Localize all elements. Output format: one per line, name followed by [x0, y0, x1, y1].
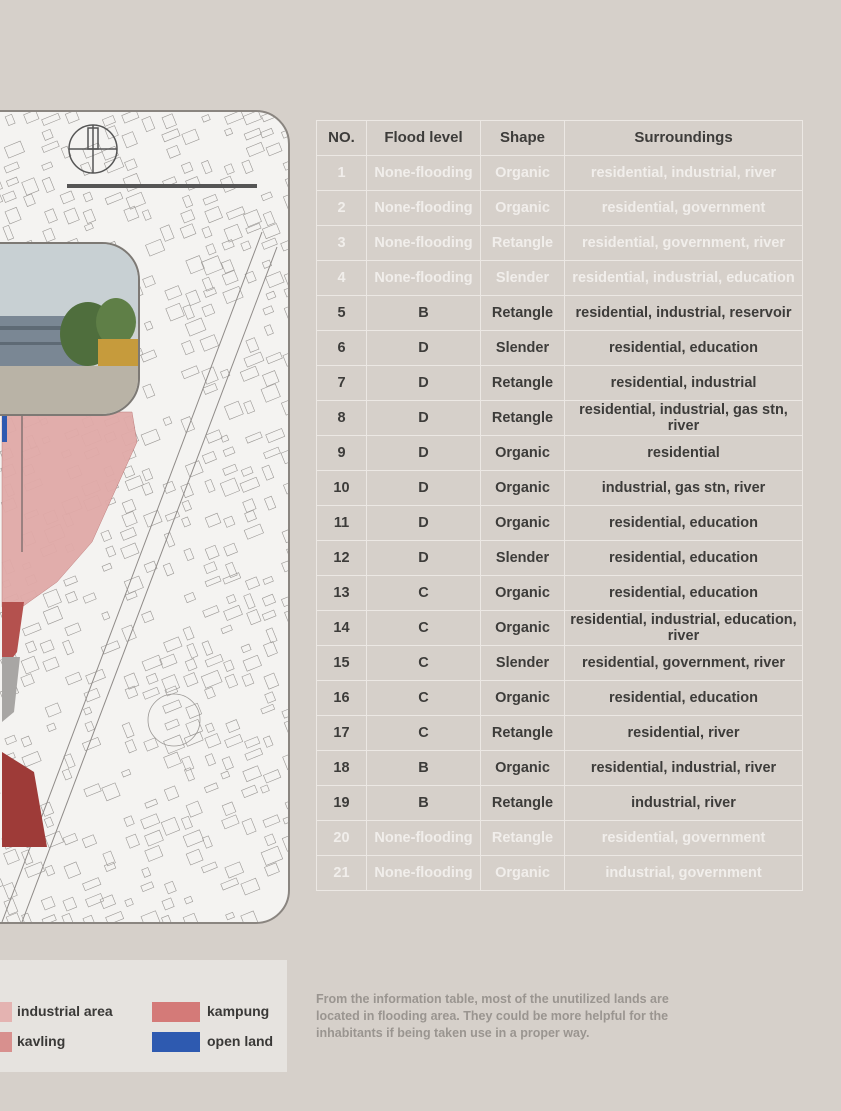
- cell-shape: Retangle: [481, 786, 565, 821]
- cell-surroundings: residential, education: [565, 576, 803, 611]
- cell-no: 10: [317, 471, 367, 506]
- table-row: [317, 541, 803, 576]
- cell-flood-level: C: [367, 716, 481, 751]
- cell-surroundings: residential, education: [565, 681, 803, 716]
- table-row: [317, 751, 803, 786]
- cell-no: 5: [317, 296, 367, 331]
- legend-label-kavling: kavling: [17, 1033, 66, 1049]
- site-photo: [0, 242, 140, 416]
- header-shape: Shape: [481, 121, 565, 156]
- cell-no: 14: [317, 611, 367, 646]
- cell-flood-level: D: [367, 506, 481, 541]
- table-row: [317, 366, 803, 401]
- cell-no: 1: [317, 156, 367, 191]
- cell-surroundings: residential, government, river: [565, 226, 803, 261]
- legend-label-industrial-area: industrial area: [17, 1003, 113, 1019]
- cell-no: 18: [317, 751, 367, 786]
- cell-no: 17: [317, 716, 367, 751]
- cell-flood-level: D: [367, 331, 481, 366]
- table-row: [317, 576, 803, 611]
- cell-shape: Organic: [481, 471, 565, 506]
- cell-flood-level: None-flooding: [367, 191, 481, 226]
- table-row: [317, 436, 803, 471]
- cell-surroundings: residential, government: [565, 821, 803, 856]
- cell-shape: Organic: [481, 506, 565, 541]
- cell-shape: Slender: [481, 331, 565, 366]
- table-row: [317, 716, 803, 751]
- cell-flood-level: D: [367, 366, 481, 401]
- legend-label-kampung: kampung: [207, 1003, 270, 1019]
- cell-surroundings: residential, industrial, reservoir: [565, 296, 803, 331]
- site-map: [0, 110, 290, 924]
- kampung-zone-south: [2, 752, 47, 847]
- legend-swatch-kampung: [152, 1002, 200, 1022]
- cell-flood-level: None-flooding: [367, 156, 481, 191]
- cell-flood-level: B: [367, 786, 481, 821]
- cell-shape: Organic: [481, 191, 565, 226]
- cell-shape: Retangle: [481, 716, 565, 751]
- cell-no: 6: [317, 331, 367, 366]
- table-row: [317, 401, 803, 436]
- cell-flood-level: D: [367, 401, 481, 436]
- cell-flood-level: D: [367, 436, 481, 471]
- cell-no: 2: [317, 191, 367, 226]
- cell-shape: Organic: [481, 681, 565, 716]
- cell-shape: Organic: [481, 576, 565, 611]
- cell-flood-level: B: [367, 296, 481, 331]
- table-row: [317, 191, 803, 226]
- north-arrow-icon: [66, 122, 120, 176]
- cell-no: 16: [317, 681, 367, 716]
- cell-no: 12: [317, 541, 367, 576]
- cell-flood-level: None-flooding: [367, 856, 481, 891]
- cell-surroundings: residential, industrial, river: [565, 751, 803, 786]
- table-row: [317, 611, 803, 646]
- legend-swatch-kavling: [0, 1032, 12, 1052]
- cell-no: 11: [317, 506, 367, 541]
- table-row: [317, 471, 803, 506]
- table-header-row: [317, 121, 803, 156]
- table-row: [317, 331, 803, 366]
- table-body: [317, 156, 803, 891]
- cell-no: 8: [317, 401, 367, 436]
- cell-surroundings: residential: [565, 436, 803, 471]
- table-row: [317, 261, 803, 296]
- cell-no: 20: [317, 821, 367, 856]
- cell-surroundings: residential, government: [565, 191, 803, 226]
- cell-surroundings: residential, industrial, gas stn, river: [565, 401, 803, 436]
- table-row: [317, 156, 803, 191]
- cell-surroundings: residential, industrial, river: [565, 156, 803, 191]
- table-row: [317, 296, 803, 331]
- map-legend: [0, 960, 287, 1072]
- cell-shape: Retangle: [481, 366, 565, 401]
- cell-shape: Organic: [481, 751, 565, 786]
- cell-shape: Retangle: [481, 821, 565, 856]
- cell-surroundings: residential, education: [565, 541, 803, 576]
- flood-data-table: [316, 120, 803, 891]
- cell-no: 9: [317, 436, 367, 471]
- legend-swatch-industrial-area: [0, 1002, 12, 1022]
- map-drawing: [0, 112, 288, 922]
- cell-flood-level: D: [367, 471, 481, 506]
- cell-surroundings: residential, government, river: [565, 646, 803, 681]
- cell-shape: Organic: [481, 856, 565, 891]
- cell-shape: Organic: [481, 611, 565, 646]
- cell-shape: Organic: [481, 436, 565, 471]
- header-surroundings: Surroundings: [565, 121, 803, 156]
- cell-flood-level: D: [367, 541, 481, 576]
- cell-flood-level: None-flooding: [367, 261, 481, 296]
- cell-surroundings: residential, river: [565, 716, 803, 751]
- table-row: [317, 856, 803, 891]
- cell-no: 21: [317, 856, 367, 891]
- cell-flood-level: C: [367, 611, 481, 646]
- cell-no: 7: [317, 366, 367, 401]
- legend-swatch-open-land: [152, 1032, 200, 1052]
- cell-shape: Organic: [481, 156, 565, 191]
- header-no: NO.: [317, 121, 367, 156]
- header-flood-level: Flood level: [367, 121, 481, 156]
- cell-shape: Retangle: [481, 296, 565, 331]
- cell-surroundings: residential, industrial, education: [565, 261, 803, 296]
- cell-surroundings: industrial, government: [565, 856, 803, 891]
- cell-flood-level: None-flooding: [367, 226, 481, 261]
- cell-no: 3: [317, 226, 367, 261]
- table-row: [317, 681, 803, 716]
- table-row: [317, 506, 803, 541]
- cell-no: 4: [317, 261, 367, 296]
- cell-surroundings: industrial, river: [565, 786, 803, 821]
- cell-shape: Slender: [481, 541, 565, 576]
- legend-label-open-land: open land: [207, 1033, 274, 1049]
- cell-shape: Slender: [481, 261, 565, 296]
- cell-shape: Retangle: [481, 226, 565, 261]
- cell-flood-level: C: [367, 681, 481, 716]
- cell-surroundings: residential, education: [565, 331, 803, 366]
- cell-no: 15: [317, 646, 367, 681]
- table-row: [317, 786, 803, 821]
- cell-flood-level: None-flooding: [367, 821, 481, 856]
- cell-surroundings: industrial, gas stn, river: [565, 471, 803, 506]
- cell-surroundings: residential, industrial, education, river: [565, 611, 803, 646]
- cell-surroundings: residential, industrial: [565, 366, 803, 401]
- table-row: [317, 646, 803, 681]
- cell-flood-level: C: [367, 646, 481, 681]
- footnote-text: From the information table, most of the unutilized lands are located in flooding area. They could be more helpful for the inhabitants if being taken use in a proper way.: [316, 992, 669, 1040]
- cell-no: 19: [317, 786, 367, 821]
- cell-flood-level: C: [367, 576, 481, 611]
- cell-flood-level: B: [367, 751, 481, 786]
- table-row: [317, 226, 803, 261]
- cell-no: 13: [317, 576, 367, 611]
- table-row: [317, 821, 803, 856]
- cell-surroundings: residential, education: [565, 506, 803, 541]
- cell-shape: Retangle: [481, 401, 565, 436]
- scale-bar: [67, 184, 257, 188]
- cell-shape: Slender: [481, 646, 565, 681]
